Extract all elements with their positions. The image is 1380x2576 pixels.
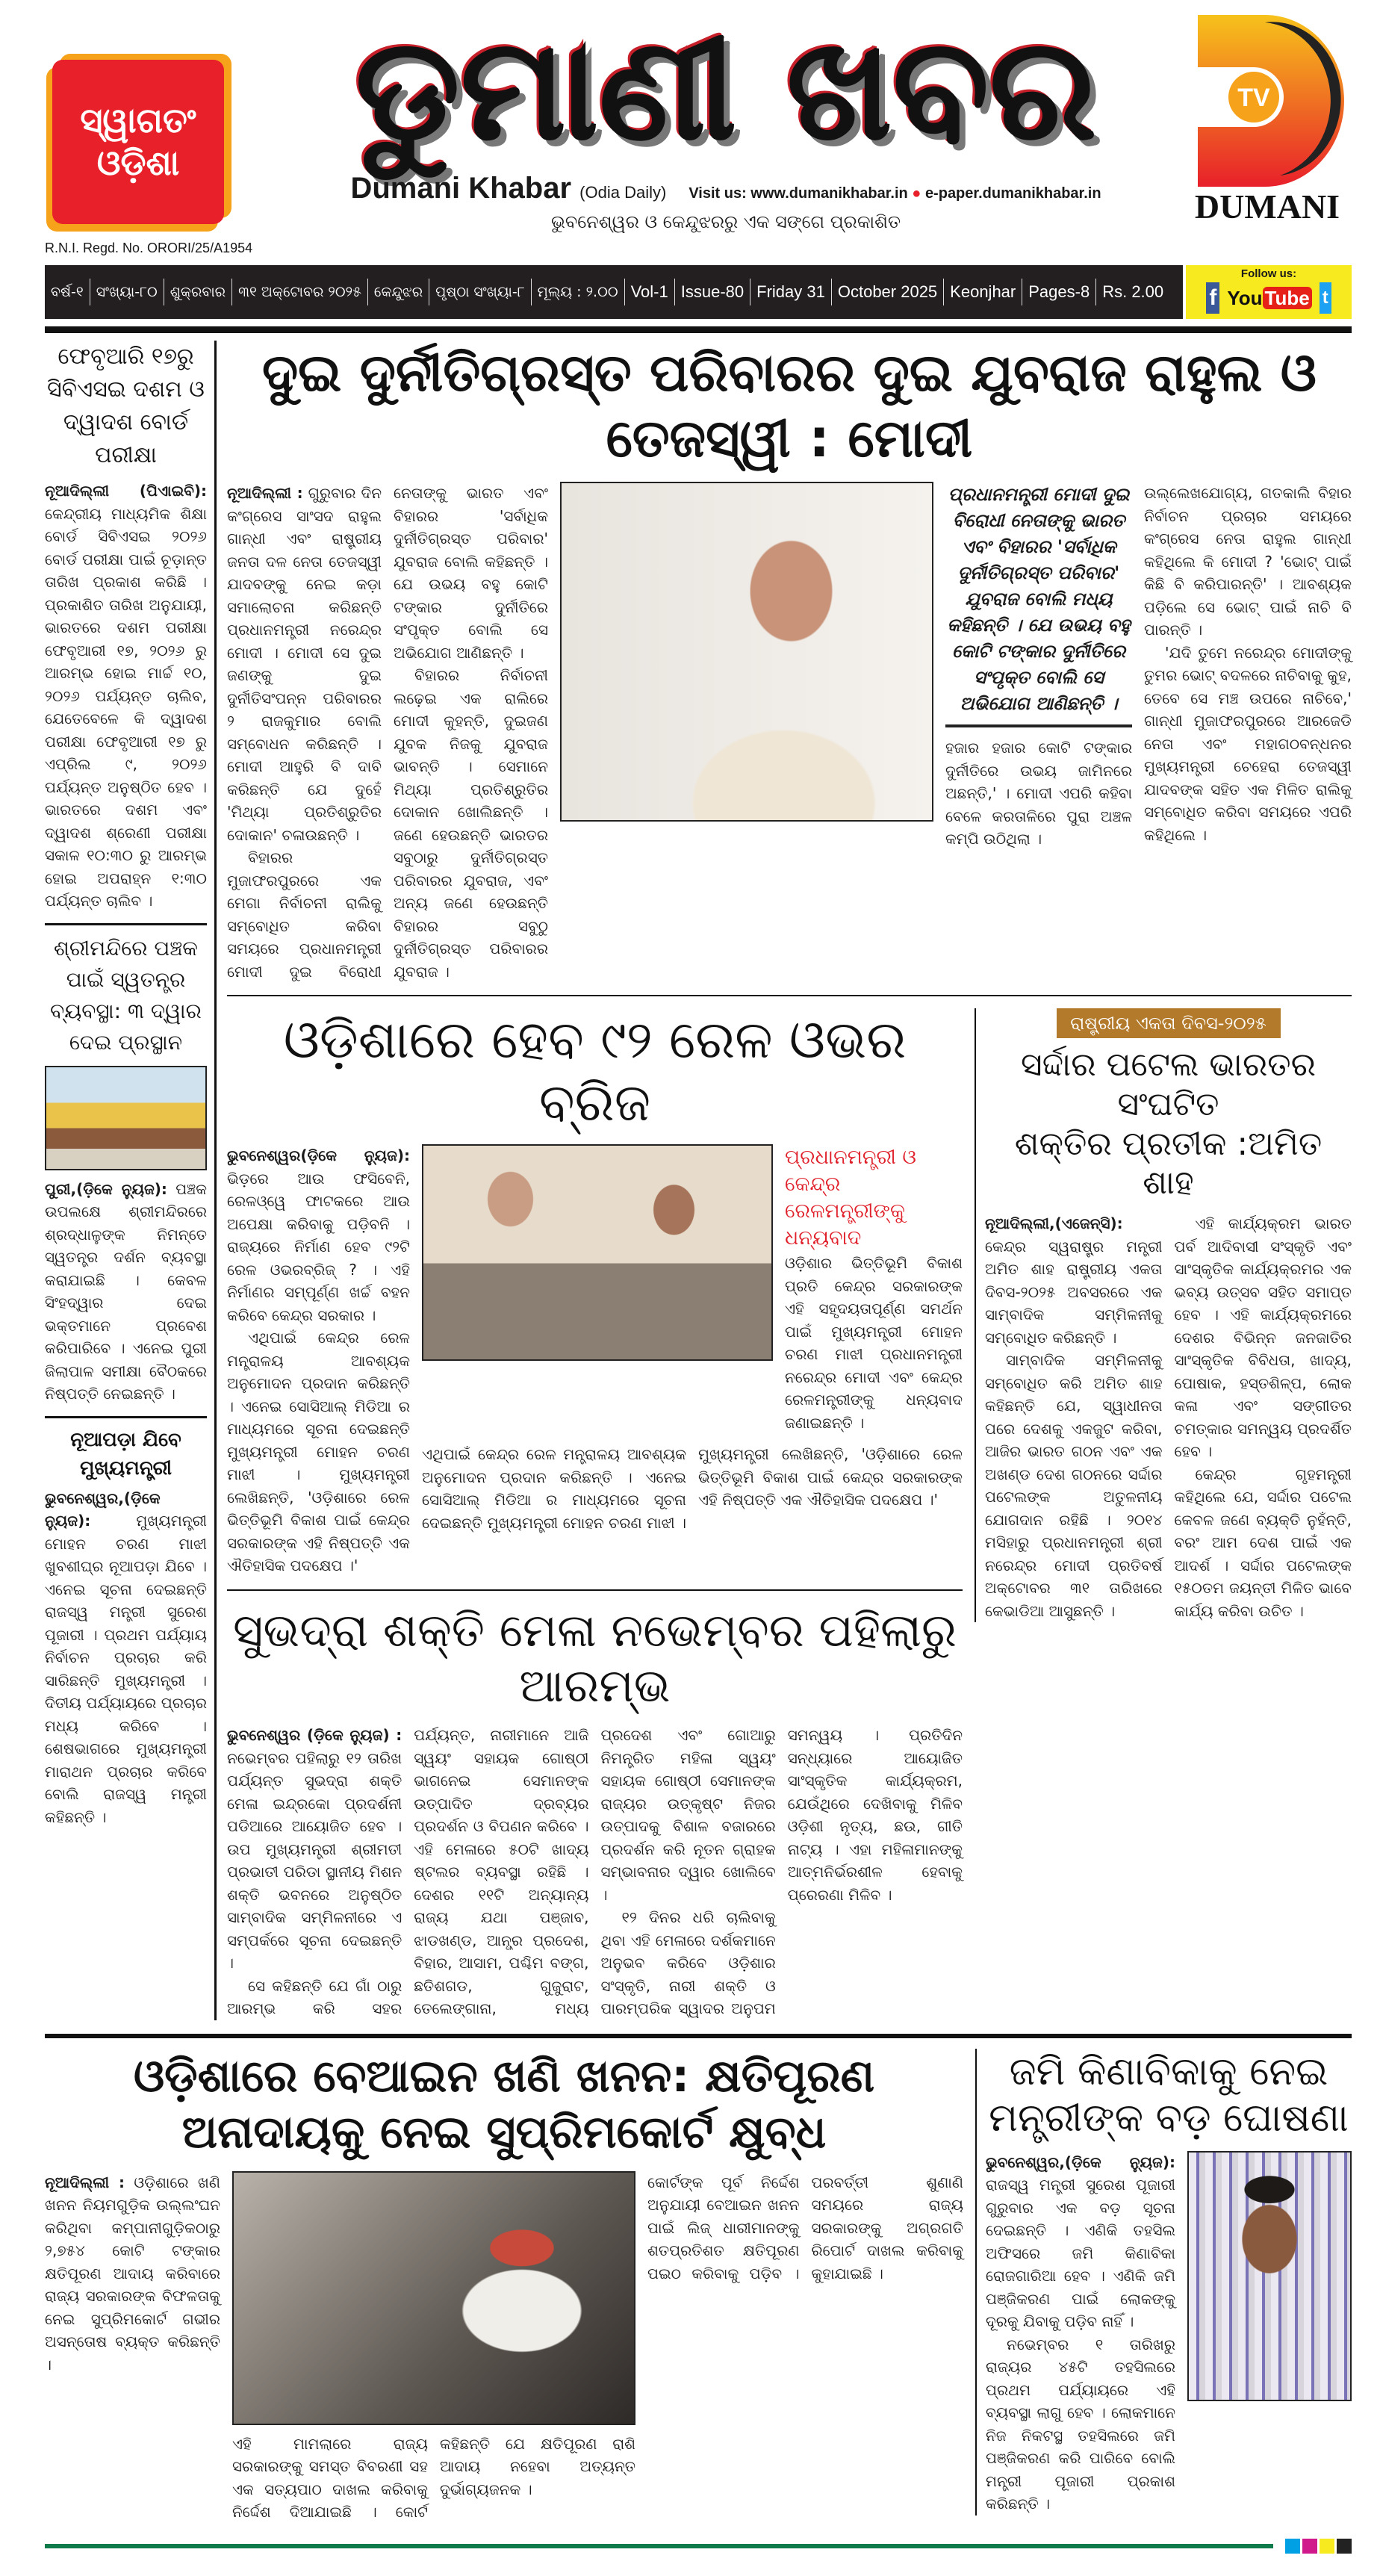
city-en: Keonjhar [944,279,1022,305]
cmyk-registration-marks [1285,2539,1352,2554]
mining-story [45,2049,963,2524]
mining-body-right [647,2171,963,2285]
masthead-english-title [350,172,666,205]
title-en: Dumani Khabar [350,171,572,205]
modi-para: ଗୁରୁବାର ଦିନ କଂଗ୍ରେସ ସାଂସଦ ରାହୁଲ ଗାନ୍ଧୀ ଏବଂ ରାଷ୍ଟ୍ରୀୟ ଜନତା ଦଳ ନେତା ତେଜସ୍ୱୀ ଯାଦବଙ୍କୁ ନେଇ କଡ଼ା ସମାଲୋଚନା କରିଛନ୍ତି ପ୍ରଧାନମନ୍ତ୍ରୀ ନରେନ୍ଦ୍ର ମୋଦୀ । ମୋଦୀ ସେ ଦୁଇ ଜଣଙ୍କୁ ଦୁଇ ଦୁର୍ନୀତିସଂପନ୍ନ ପରିବାରର ୨ ରାଜକୁମାର ବୋଲି ସମ୍ବୋଧନ କରିଛନ୍ତି । ମୋଦୀ ଆହୁରି ବି ଦାବି କରିଛନ୍ତି ଯେ ଦୁହେଁ 'ମିଥ୍ୟା ପ୍ରତିଶ୍ରୁତିର ଦୋକାନ' ଚଳାଉଛନ୍ତି । [227,484,382,844]
rail-para: ଏଥିପାଇଁ କେନ୍ଦ୍ର ରେଳ ମନ୍ତ୍ରାଳୟ ଆବଶ୍ୟକ ଅନୁମୋଦନ ପ୍ରଦାନ କରିଛନ୍ତି । ଏନେଇ ସୋସିଆଲ୍ ମିଡିଆ ର ମାଧ୍ୟମରେ ସୂଚନା ଦେଇଛନ୍ତି ମୁଖ୍ୟମନ୍ତ୍ରୀ ମୋହନ ଚରଣ ମାଝୀ । ମୁଖ୍ୟମନ୍ତ୍ରୀ ଲେଖିଛନ୍ତି, 'ଓଡ଼ିଶାରେ ରେଳ ଭିତ୍ତିଭୂମି ବିକାଶ ପାଇଁ କେନ୍ଦ୍ର ସରକାରଙ୍କ ଏହି ନିଷ୍ପତ୍ତି ଏକ ଐତିହାସିକ ପଦକ୍ଷେପ ।' [227,1329,410,1574]
land-para: ରାଜସ୍ୱ ମନ୍ତ୍ରୀ ସୁରେଶ ପୂଜାରୀ ଗୁରୁବାର ଏକ ବଡ଼ ସୂଚନା ଦେଇଛନ୍ତି । ଏଣିକି ତହସିଲ ଅଫିସରେ ଜମି କିଣାବିକା ରୋଜଗାରିଆ ହେବ । ଏଣିକି ଜମି ପଞ୍ଜିକରଣ ପାଇଁ ଲୋକଙ୍କୁ ଦୂରକୁ ଯିବାକୁ ପଡ଼ିବ ନାହିଁ । [986,2176,1175,2331]
date-row [45,265,1352,319]
modi-para: ବିହାରର ମୁଜାଫରପୁରରେ ଏକ ମେଗା ନିର୍ବାଚନୀ ରାଲିକୁ ସମ୍ବୋଧିତ କରିବା ସମୟରେ ପ୍ରଧାନମନ୍ତ୍ରୀ ମୋଦୀ ଦୁଇ ବିରୋଧୀ ନେତାଙ୍କୁ ଭାରତ ଏବଂ ବିହାରର 'ସର୍ବାଧିକ ଦୁର୍ନୀତିଗ୍ରସ୍ତ ପରିବାର' ଯୁବରାଜ ବୋଲି କହିଛନ୍ତି । ଯେ ଉଭୟ ବହୁ କୋଟି ଟଙ୍କାର ଦୁର୍ନୀତିରେ ସଂପୃକ୍ତ ବୋଲି ସେ ଅଭିଯୋଗ ଆଣିଛନ୍ତି । [227,484,548,981]
footer-marks [45,2539,1352,2554]
patel-para: କେନ୍ଦ୍ର ସ୍ୱରାଷ୍ଟ୍ର ମନ୍ତ୍ରୀ ଅମିତ ଶାହ ରାଷ୍ଟ୍ରୀୟ ଏକତା ଦିବସ-୨୦୨୫ ଅବସରରେ ଏକ ସାମ୍ବାଦିକ ସମ୍ମିଳନୀକୁ ସମ୍ବୋଧିତ କରିଛନ୍ତି । [985,1237,1163,1347]
land-headline-line1: ଜମି କିଣାବିକାକୁ ନେଇ [1009,2049,1328,2094]
epaper-link[interactable]: e-paper.dumanikhabar.in [924,184,1101,202]
revenue-minister-photo [1187,2151,1352,2401]
youtube-you: You [1227,287,1263,309]
day-en: Friday 31 [750,279,832,305]
date-en: October 2025 [832,279,944,305]
masthead-center [284,7,1168,232]
youtube-tube: Tube [1263,287,1312,309]
top-rule [45,326,1352,333]
mining-body-bottom [232,2433,635,2524]
patel-headline-line2: ଶକ୍ତିର ପ୍ରତୀକ :ଅମିତ ଶାହ [1014,1124,1322,1202]
twitter-icon[interactable]: t [1320,282,1331,314]
modi-quote-column [945,482,1132,851]
nuapada-dateline: ଭୁବନେଶ୍ୱର,(ଡ଼ିକେ ନ୍ୟୁଜ): [45,1489,161,1530]
patel-para: ଏହି କାର୍ଯ୍ୟକ୍ରମ ଭାରତ ପର୍ବ ଆଦିବାସୀ ସଂସ୍କୃତି ଏବଂ ସାଂସ୍କୃତିକ କାର୍ଯ୍ୟକ୍ରମର ଏକ ଭବ୍ୟ ଉତ୍ସବ ସହିତ ସମାପ୍ତ ହେବ । ଏହି କାର୍ଯ୍ୟକ୍ରମରେ ଦେଶର ବିଭିନ୍ନ ଜନଜାତିର ସାଂସ୍କୃତିକ ବିବିଧତା, ଖାଦ୍ୟ, ପୋଷାକ, ହସ୍ତଶିଳ୍ପ, ଲୋକ କଳା ଏବଂ ସଙ୍ଗୀତର ଚମତ୍କାର ସମନ୍ୱୟ ପ୍ରଦର୍ଶିତ ହେବ । [1174,1214,1352,1461]
rail-para: ଭିଡ଼ରେ ଆଉ ଫସିବେନି, ରେଳଓ୍ୱେ ଫାଟକରେ ଆଉ ଅପେକ୍ଷା କରିବାକୁ ପଡ଼ିବନି । ରାଜ୍ୟରେ ନିର୍ମାଣ ହେବ ୯୨ଟି ରେଳ ଓଭରବ୍ରିଜ୍ ? । ଏହି ନିର୍ମାଣର ସମ୍ପୂର୍ଣ୍ଣ ଖର୍ଚ୍ଚ ବହନ କରିବେ କେନ୍ଦ୍ର ସରକାର । [227,1169,410,1324]
mining-para: କୋର୍ଟଙ୍କ ପୂର୍ବ ନିର୍ଦ୍ଦେଶ ଅନୁଯାୟୀ ବେଆଇନ ଖନନ ପାଇଁ ଲିଜ୍ ଧାରୀମାନଙ୍କୁ ଶତପ୍ରତିଶତ କ୍ଷତିପୂରଣ ପଇଠ କରିବାକୁ ପଡ଼ିବ । ପରବର୍ତ୍ତୀ ଶୁଣାଣି ସମୟରେ ରାଜ୍ୟ ସରକାରଙ୍କୁ ଅଗ୍ରଗତି ରିପୋର୍ଟ ଦାଖଲ କରିବାକୁ କୁହାଯାଇଛି । [647,2173,963,2282]
temple-body [45,1178,207,1406]
tv-brand: DUMANI [1194,187,1340,226]
cbse-body [45,479,207,913]
website-link[interactable]: Visit us: www.dumanikhabar.in [689,184,908,202]
subhadra-body [227,1724,963,2020]
land-para: ନଭେମ୍ବର ୧ ତାରିଖରୁ ରାଜ୍ୟର ୪୫ଟି ତହସିଲରେ ପ୍ରଥମ ପର୍ଯ୍ୟାୟରେ ଏହି ବ୍ୟବସ୍ଥା ଲାଗୁ ହେବ । ଲୋକମାନେ ନିଜ ନିକଟସ୍ଥ ତହସିଲରେ ଜମି ପଞ୍ଜିକରଣ କରି ପାରିବେ ବୋଲି ମନ୍ତ୍ରୀ ପୂଜାରୀ ପ୍ରକାଶ କରିଛନ୍ତି । [986,2335,1175,2513]
cbse-dateline: ନୂଆଦିଲ୍ଲୀ (ପିଏାଇବି): [45,482,207,500]
issue-en: Issue-80 [675,279,750,305]
ekta-diwas-kicker: ରାଷ୍ଟ୍ରୀୟ ଏକତା ଦିବସ-୨୦୨୫ [1057,1008,1281,1038]
middle-section [227,1008,1352,2020]
land-story [975,2049,1352,2516]
mining-para: ଓଡ଼ିଶାରେ ଖଣି ଖନନ ନିୟମଗୁଡ଼ିକ ଉଲ୍ଲଂଘନ କରିଥିବା କମ୍ପାନୀଗୁଡ଼ିକଠାରୁ ୨,୭୫୪ କୋଟି ଟଙ୍କାର କ୍ଷତିପୂରଣ ଆଦାୟ କରିବାରେ ରାଜ୍ୟ ସରକାରଙ୍କ ବିଫଳତାକୁ ନେଇ ସୁପ୍ରିମକୋର୍ଟ ଗଭୀର ଅସନ୍ତୋଷ ବ୍ୟକ୍ତ କରିଛନ୍ତି । [45,2173,220,2374]
masthead [45,7,1352,256]
modi-body-right [1144,482,1352,846]
volume-en: Vol-1 [625,279,675,305]
rail-caption-title: ପ୍ରଧାନମନ୍ତ୍ରୀ ଓ କେନ୍ଦ୍ର ରେଳମନ୍ତ୍ରୀଙ୍କୁ ଧନ୍ୟବାଦ [785,1146,917,1250]
modi-body-cont [945,736,1132,851]
rail-photo-row [422,1144,963,1434]
bottom-section [45,2049,1352,2524]
tv-logo-text: TV [1237,84,1270,112]
content-area [227,341,1352,2020]
rail-media [422,1144,963,1534]
section-divider [227,995,1352,996]
modi-para: 'ଯଦି ତୁମେ ନରେନ୍ଦ୍ର ମୋଦୀଙ୍କୁ ତୁମର ଭୋଟ୍ ବଦଳରେ ନାଚିବାକୁ କୁହ, ତେବେ ସେ ମଞ୍ଚ ଉପରେ ନାଚିବେ,' ଗାନ୍ଧୀ ମୁଜାଫରପୁରରେ ଆରଜେଡି ନେତା ଏବଂ ମହାଗଠବନ୍ଧନର ମୁଖ୍ୟମନ୍ତ୍ରୀ ଚେହେରା ତେଜସ୍ୱୀ ଯାଦବଙ୍କ ସହିତ ଏକ ମିଳିତ ରାଲିକୁ ସମ୍ବୋଧିତ କରିବା ସମୟରେ ଏପରି କହିଥିଲେ । [1144,643,1352,844]
main-area [45,341,1352,2020]
subhadra-para: ସେ କହିଛନ୍ତି ଯେ ଗାଁ ଠାରୁ ଆରମ୍ଭ କରି ସହର ପର୍ଯ୍ୟନ୍ତ, ନାରୀମାନେ ଆଜି ସ୍ୱୟଂ ସହାୟକ ଗୋଷ୍ଠୀ ଭାଗନେଇ ସେମାନଙ୍କ ଉତ୍ପାଦିତ ଦ୍ରବ୍ୟର ପ୍ରଦର୍ଶନ ଓ ବିପଣନ କରିବେ । ଏହି ମେଳାରେ ୫୦ଟି ଖାଦ୍ୟ ଷ୍ଟଲର ବ୍ୟବସ୍ଥା ରହିଛି । ଦେଶର ୧୧ଟି ଅନ୍ୟାନ୍ୟ ରାଜ୍ୟ ଯଥା ପଞ୍ଜାବ, ଝାଡଖଣ୍ଡ, ଆନ୍ଧ୍ର ପ୍ରଦେଶ, ବିହାର, ଆସାମ, ପଶ୍ଚିମ ବଙ୍ଗ, ଛତିଶଗଡ, ଗୁଜୁରାଟ, ତେଲେଙ୍ଗାନା, ମଧ୍ୟ ପ୍ରଦେଶ ଏବଂ ଗୋଆରୁ ନିମନ୍ତ୍ରିତ ମହିଳା ସ୍ୱୟଂ ସହାୟକ ଗୋଷ୍ଠୀ ସେମାନଙ୍କ ରାଜ୍ୟର ଉତ୍କୃଷ୍ଟ ନିଜର ଉତ୍ପାଦକୁ ବିଶାଳ ବଜାରରେ ପ୍ରଦର୍ଶନ କରି ନୂତନ ଗ୍ରାହକ ସମ୍ଭାବନାର ଦ୍ୱାର ଖୋଲିବେ । [227,1726,776,2018]
rail-body [227,1144,410,1577]
nuapada-body [45,1487,207,1829]
modi-dateline: ନୂଆଦିଲ୍ଲୀ : [227,484,303,502]
land-headline-line2: ମନ୍ତ୍ରୀଙ୍କ ବଡ଼ ଘୋଷଣା [989,2096,1349,2141]
patel-dateline: ନୂଆଦିଲ୍ଲୀ,(ଏଜେନ୍ସି): [985,1214,1123,1233]
bottom-green-rule [45,2544,1273,2548]
tagline: ଭୁବନେଶ୍ୱର ଓ କେନ୍ଦୁଝରରୁ ଏକ ସଙ୍ଗେ ପ୍ରକାଶିତ [550,211,901,232]
rail-caption-text: ଓଡ଼ିଶାର ଭିତ୍ତିଭୂମି ବିକାଶ ପ୍ରତି କେନ୍ଦ୍ର ସରକାରଙ୍କ ଏହି ସହୃଦୟତାପୂର୍ଣ୍ଣ ସମର୍ଥନ ପାଇଁ ମୁଖ୍ୟମନ୍ତ୍ରୀ ମୋହନ ଚରଣ ମାଝୀ ପ୍ରଧାନମନ୍ତ୍ରୀ ନରେନ୍ଦ୍ର ମୋଦୀ ଏବଂ କେନ୍ଦ୍ର ରେଳମନ୍ତ୍ରୀଙ୍କୁ ଧନ୍ୟବାଦ ଜଣାଇଛନ୍ତି । [785,1254,963,1432]
masthead-left [45,15,269,256]
facebook-icon[interactable]: f [1206,282,1219,314]
patel-story [975,1008,1352,1622]
subhadra-headline: ସୁଭଦ୍ରା ଶକ୍ତି ମେଳା ନଭେମ୍ବର ପହିଲାରୁ ଆରମ୍ଭ [232,1602,957,1713]
modi-pull-quote: ପ୍ରଧାନମନ୍ତ୍ରୀ ମୋଦୀ ଦୁଇ ବିରୋଧୀ ନେତାଙ୍କୁ ଭାରତ ଏବଂ ବିହାରର 'ସର୍ବାଧିକ ଦୁର୍ନୀତିଗ୍ରସ୍ତ ପରିବାର' ଯୁବରାଜ ବୋଲି ମଧ୍ୟ କହିଛନ୍ତି । ଯେ ଉଭୟ ବହୁ କୋଟି ଟଙ୍କାର ଦୁର୍ନୀତିରେ ସଂପୃକ୍ତ ବୋଲି ସେ ଅଭିଯୋଗ ଆଣିଛନ୍ତି । [945,482,1132,727]
mining-dateline: ନୂଆଦିଲ୍ଲୀ : [45,2173,125,2191]
masthead-title: ଡୁମାଣୀ ଖବର [355,7,1097,172]
bottom-section-rule [45,2034,1352,2038]
rail-caption [785,1144,963,1434]
swagatam-odisha-badge [52,60,224,224]
mining-center [232,2171,635,2524]
rail-para: ଏଥିପାଇଁ କେନ୍ଦ୍ର ରେଳ ମନ୍ତ୍ରାଳୟ ଆବଶ୍ୟକ ଅନୁମୋଦନ ପ୍ରଦାନ କରିଛନ୍ତି । ଏନେଇ ସୋସିଆଲ୍ ମିଡିଆ ର ମାଧ୍ୟମରେ ସୂଚନା ଦେଇଛନ୍ତି ମୁଖ୍ୟମନ୍ତ୍ରୀ ମୋହନ ଚରଣ ମାଝୀ । ମୁଖ୍ୟମନ୍ତ୍ରୀ ଲେଖିଛନ୍ତି, 'ଓଡ଼ିଶାରେ ରେଳ ଭିତ୍ତିଭୂମି ବିକାଶ ପାଇଁ କେନ୍ଦ୍ର ସରକାରଙ୍କ ଏହି ନିଷ୍ପତ୍ତି ଏକ ଐତିହାସିକ ପଦକ୍ଷେପ ।' [422,1445,963,1532]
nuapada-para: ମୁଖ୍ୟମନ୍ତ୍ରୀ ମୋହନ ଚରଣ ମାଝୀ ଖୁବଶୀଘ୍ର ନୂଆପଡ଼ା ଯିବେ । ଏନେଇ ସୂଚନା ଦେଇଛନ୍ତି ରାଜସ୍ୱ ମନ୍ତ୍ରୀ ସୁରେଶ ପୂଜାରୀ । ପ୍ରଥମ ପର୍ଯ୍ୟାୟ ନିର୍ବାଚନ ପ୍ରଚାର କରି ସାରିଛନ୍ତି ମୁଖ୍ୟମନ୍ତ୍ରୀ । ଦିତୀୟ ପର୍ଯ୍ୟାୟରେ ପ୍ରଚାର ମଧ୍ୟ କରିବେ । ଶେଷଭାଗରେ ମୁଖ୍ୟମନ୍ତ୍ରୀ ମାରାଥନ ପ୍ରଚାର କରିବେ ବୋଲି ରାଜସ୍ୱ ମନ୍ତ୍ରୀ କହିଛନ୍ତି । [45,1512,207,1826]
mining-para: ଏହି ମାମଲାରେ ରାଜ୍ୟ ସରକାରଙ୍କୁ ସମସ୍ତ ବିବରଣୀ ସହ ଏକ ସତ୍ୟପାଠ ଦାଖଲ କରିବାକୁ ନିର୍ଦ୍ଦେଶ ଦିଆଯାଇଛି । କୋର୍ଟ କହିଛନ୍ତି ଯେ କ୍ଷତିପୂରଣ ରାଶି ଆଦାୟ ନହେବା ଅତ୍ୟନ୍ତ ଦୁର୍ଭାଗ୍ୟଜନକ । [232,2434,635,2521]
patel-headline-line1: ସର୍ଦ୍ଦାର ପଟେଲ ଭାରତର ସଂଘଟିତ [1020,1046,1317,1123]
modi-headline: ଦୁଇ ଦୁର୍ନୀତିଗ୍ରସ୍ତ ପରିବାରର ଦୁଇ ଯୁବରାଜ ରାହୁଲ ଓ ତେଜସ୍ୱୀ : ମୋଦୀ [261,342,1317,469]
day-odia: ଶୁକ୍ରବାର [164,279,232,305]
rail-headline: ଓଡ଼ିଶାରେ ହେବ ୯୨ ରେଳ ଓଭର ବ୍ରିଜ [283,1009,907,1133]
modi-para: ହଜାର ହଜାର କୋଟି ଟଙ୍କାର ଦୁର୍ନୀତିରେ ଉଭୟ ଜାମିନରେ ଅଛନ୍ତି,' । ମୋଦୀ ଏପରି କହିବା ବେଳେ କରତାଳିରେ ପୁରା ଅଞ୍ଚଳ କମ୍ପି ଉଠିଥିଲା । [945,739,1132,848]
rail-story [227,1144,963,1577]
masthead-right [1183,15,1352,226]
volume-odia: ବର୍ଷ-୧ [45,279,90,305]
modi-para: ବିହାରର ନିର୍ବାଚନୀ ଲଢ଼େଇ ଏକ ରାଲିରେ ମୋଦୀ କୁହନ୍ତି, ଦୁଇଜଣ ଯୁବକ ନିଜକୁ ଯୁବରାଜ ଭାବନ୍ତି । ସେମାନେ ମିଥ୍ୟା ପ୍ରତିଶ୍ରୁତିର ଦୋକାନ ଖୋଲିଛନ୍ତି । ଜଣେ ହେଉଛନ୍ତି ଭାରତର ସବୁଠାରୁ ଦୁର୍ନୀତିଗ୍ରସ୍ତ ପରିବାରର ଯୁବରାଜ, ଏବଂ ଅନ୍ୟ ଜଣେ ହେଉଛନ୍ତି ବିହାରର ସବୁଠୁ ଦୁର୍ନୀତିଗ୍ରସ୍ତ ପରିବାରର ଯୁବରାଜ । [394,666,548,981]
cm-meeting-photo [422,1144,773,1361]
follow-us-box [1186,265,1352,319]
modi-body [227,482,548,983]
date-odia: ୩୧ ଅକ୍ଟୋବର ୨୦୨୫ [232,279,368,305]
youtube-icon[interactable] [1224,282,1314,314]
subhadra-para: ୧୨ ଦିନର ଧରି ଚାଲିବାକୁ ଥିବା ଏହି ମେଳାରେ ଦର୍ଶକମାନେ ଅନୁଭବ କରିବେ ଓଡ଼ିଶାର ସଂସ୍କୃତି, ନାରୀ ଶକ୍ତି ଓ ପାରମ୍ପରିକ ସ୍ୱାଦର ଅନୁପମ ସମନ୍ୱୟ । ପ୍ରତିଦିନ ସନ୍ଧ୍ୟାରେ ଆୟୋଜିତ ସାଂସ୍କୃତିକ କାର୍ଯ୍ୟକ୍ରମ, ଯେଉଁଥିରେ ଦେଖିବାକୁ ମିଳିବ ଓଡ଼ିଶୀ ନୃତ୍ୟ, ଛଉ, ଗୀତି ନାଟ୍ୟ । ଏହା ମହିଳାମାନଙ୍କୁ ଆତ୍ମନିର୍ଭରଶୀଳ ହେବାକୁ ପ୍ରେରଣା ମିଳିବ । [600,1726,963,2018]
badge-line1: ସ୍ୱାଗତଂ [80,99,196,140]
land-body [986,2151,1175,2516]
temple-dateline: ପୁରୀ,(ଡ଼ିକେ ନ୍ୟୁଜ): [45,1179,167,1198]
land-dateline: ଭୁବନେଶ୍ୱର,(ଡ଼ିକେ ନ୍ୟୁଜ): [986,2153,1175,2171]
price-odia: ମୂଲ୍ୟ : ୨.୦୦ [532,279,625,305]
section-divider [227,1589,963,1591]
pages-odia: ପୃଷ୍ଠା ସଂଖ୍ୟା-୮ [429,279,532,305]
left-column [45,341,217,2020]
mining-headline: ଓଡ଼ିଶାରେ ବେଆଇନ ଖଣି ଖନନ: କ୍ଷତିପୂରଣ ଅନାଦାୟକୁ ନେଇ ସୁପ୍ରିମକୋର୍ଟ କ୍ଷୁବ୍ଧ [133,2049,875,2158]
mining-columns [45,2171,963,2524]
badge-line2: ଓଡ଼ିଶା [96,143,180,183]
rni-number: R.N.I. Regd. No. ORORI/25/A1954 [45,240,253,255]
dumani-tv-logo [1183,15,1344,187]
jagannath-temple-photo [45,1066,207,1170]
price-en: Rs. 2.00 [1102,282,1164,301]
cbse-headline: ଫେବୃଆରି ୧୭ରୁ ସିବିଏସଇ ଦଶମ ଓ ଦ୍ୱାଦଶ ବୋର୍ଡ ପରୀକ୍ଷା [47,344,205,468]
patel-para: କେନ୍ଦ୍ର ଗୃହମନ୍ତ୍ରୀ କହିଥିଲେ ଯେ, ସର୍ଦ୍ଦାର ପଟେଲ କେବଳ ଜଣେ ବ୍ୟକ୍ତି ନୁହଁନ୍ତି, ବରଂ ଆମ ଦେଶ ପାଇଁ ଏକ ଆଦର୍ଶ । ସର୍ଦ୍ଦାର ପଟେଲଙ୍କ ୧୫୦ତମ ଜୟନ୍ତୀ ମିଳିତ ଭାବେ କାର୍ଯ୍ୟ କରିବା ଉଚିତ । [1174,1465,1352,1620]
masthead-subrow [284,172,1168,205]
nuapada-headline: ନୂଆପଡ଼ା ଯିବେ ମୁଖ୍ୟମନ୍ତ୍ରୀ [70,1428,181,1480]
patel-para: ସାମ୍ବାଦିକ ସମ୍ମିଳନୀକୁ ସମ୍ବୋଧିତ କରି ଅମିତ ଶାହ କହିଛନ୍ତି ଯେ, ସ୍ୱାଧୀନତା ପରେ ଦେଶକୁ ଏକଜୁଟ କରିବା, ଆଜିର ଭାରତ ଗଠନ ଏବଂ ଏକ ଅଖଣ୍ଡ ଦେଶ ଗଠନରେ ସର୍ଦ୍ଦାର ପଟେଲଙ୍କ ଅତୁଳନୀୟ ଯୋଗଦାନ ରହିଛି । ୨୦୧୪ ମସିହାରୁ ପ୍ରଧାନମନ୍ତ୍ରୀ ଶ୍ରୀ ନରେନ୍ଦ୍ର ମୋଦୀ ପ୍ରତିବର୍ଷ ଅକ୍ଟୋବର ୩୧ ତାରିଖରେ କେଭାଡିଆ ଆସୁଛନ୍ତି । [985,1351,1163,1620]
subhadra-para: ନଭେମ୍ବର ପହିଲାରୁ ୧୨ ତାରିଖ ପର୍ଯ୍ୟନ୍ତ ସୁଭଦ୍ରା ଶକ୍ତି ମେଳା ଇନ୍ଦ୍ରକୋ ପ୍ରଦର୍ଶନୀ ପଡିଆରେ ଆୟୋଜିତ ହେବ । ଉପ ମୁଖ୍ୟମନ୍ତ୍ରୀ ଶ୍ରୀମତୀ ପ୍ରଭାତୀ ପରିଡା ସ୍ଥାନୀୟ ମିଶନ ଶକ୍ତି ଭବନରେ ଅନୁଷ୍ଠିତ ସାମ୍ବାଦିକ ସମ୍ମିଳନୀରେ ଏ ସମ୍ପର୍କରେ ସୂଚନା ଦେଇଛନ୍ତି । [227,1748,402,1973]
city-odia: କେନ୍ଦୁଝର [368,279,429,305]
mining-body-left [45,2171,220,2377]
title-en-sub: (Odia Daily) [579,182,667,202]
pages-en: Pages-8 [1022,279,1096,305]
rail-dateline: ଭୁବନେଶ୍ୱର(ଡ଼ିକେ ନ୍ୟୁଜ): [227,1146,410,1164]
mining-supreme-court-photo [232,2171,635,2425]
cbse-para: କେନ୍ଦ୍ରୀୟ ମାଧ୍ୟମିକ ଶିକ୍ଷା ବୋର୍ଡ ସିବିଏସଇ ୨୦୨୬ ବୋର୍ଡ ପରୀକ୍ଷା ପାଇଁ ଚୂଡ଼ାନ୍ତ ତାରିଖ ପ୍ରକାଶ କରିଛି । ପ୍ରକାଶିତ ତାରିଖ ଅନୁଯାୟୀ, ଭାରତରେ ଦଶମ ପରୀକ୍ଷା ଫେବୃଆରୀ ୧୭, ୨୦୨୬ ରୁ ଆରମ୍ଭ ହୋଇ ମାର୍ଚ୍ଚ ୧୦, ୨୦୨୬ ପର୍ଯ୍ୟନ୍ତ ଚାଲିବ, ଯେତେବେଳେ କି ଦ୍ୱାଦଶ ପରୀକ୍ଷା ଫେବୃଆରୀ ୧୭ ରୁ ଏପ୍ରିଲ ୯, ୨୦୨୬ ପର୍ଯ୍ୟନ୍ତ ଅନୁଷ୍ଠିତ ହେବ । ଭାରତରେ ଦଶମ ଏବଂ ଦ୍ୱାଦଶ ଶ୍ରେଣୀ ପରୀକ୍ଷା ସକାଳ ୧୦:୩୦ ରୁ ଆରମ୍ଭ ହୋଇ ଅପରାହ୍ନ ୧:୩୦ ପର୍ଯ୍ୟନ୍ତ ଚାଲିବ । [45,504,207,910]
modi-photo [560,482,933,822]
temple-para: ପଞ୍ଚକ ଉପଲକ୍ଷେ ଶ୍ରୀମନ୍ଦିରରେ ଶ୍ରଦ୍ଧାଳୁଙ୍କ ନିମନ୍ତେ ସ୍ୱତନ୍ତ୍ର ଦର୍ଶନ ବ୍ୟବସ୍ଥା କରାଯାଇଛି । କେବଳ ସିଂହଦ୍ୱାର ଦେଇ ଭକ୍ତମାନେ ପ୍ରବେଶ କରିପାରିବେ । ଏନେଇ ପୁରୀ ଜିଲାପାଳ ସମୀକ୍ଷା ବୈଠକରେ ନିଷ୍ପତ୍ତି ନେଇଛନ୍ତି । [45,1179,207,1403]
follow-us-label: Follow us: [1240,267,1297,280]
modi-para: ଉଲ୍ଲେଖଯୋଗ୍ୟ, ଗତକାଲି ବିହାର ନିର୍ବାଚନ ପ୍ରଚାର ସମୟରେ କଂଗ୍ରେସ ନେତା ରାହୁଲ ଗାନ୍ଧୀ କହିଥିଲେ କି ମୋଦୀ ? 'ଭୋଟ୍ ପାଇଁ କିଛି ବି କରିପାରନ୍ତି' । ଆବଶ୍ୟକ ପଡ଼ିଲେ ସେ ଭୋଟ୍ ପାଇଁ ନାଚି ବି ପାରନ୍ତି । [1144,484,1352,639]
patel-body [985,1212,1352,1622]
middle-left [227,1008,963,2020]
subhadra-dateline: ଭୁବନେଶ୍ୱର (ଡ଼ିକେ ନ୍ୟୁଜ) : [227,1726,402,1745]
website-links: Visit us: www.dumanikhabar.in ● e-paper.dumanikhabar.in [689,184,1101,202]
temple-headline: ଶ୍ରୀମନ୍ଦିରେ ପଞ୍ଚକ ପାଇଁ ସ୍ୱତନ୍ତ୍ର ବ୍ୟବସ୍ଥା: ୩ ଦ୍ୱାର ଦେଇ ପ୍ରସ୍ଥାନ [50,935,202,1055]
land-columns [986,2151,1352,2516]
rail-body-cont [422,1443,963,1534]
issue-odia: ସଂଖ୍ୟା-୮୦ [90,279,164,305]
date-bar [45,265,1183,319]
modi-story [227,482,1352,983]
